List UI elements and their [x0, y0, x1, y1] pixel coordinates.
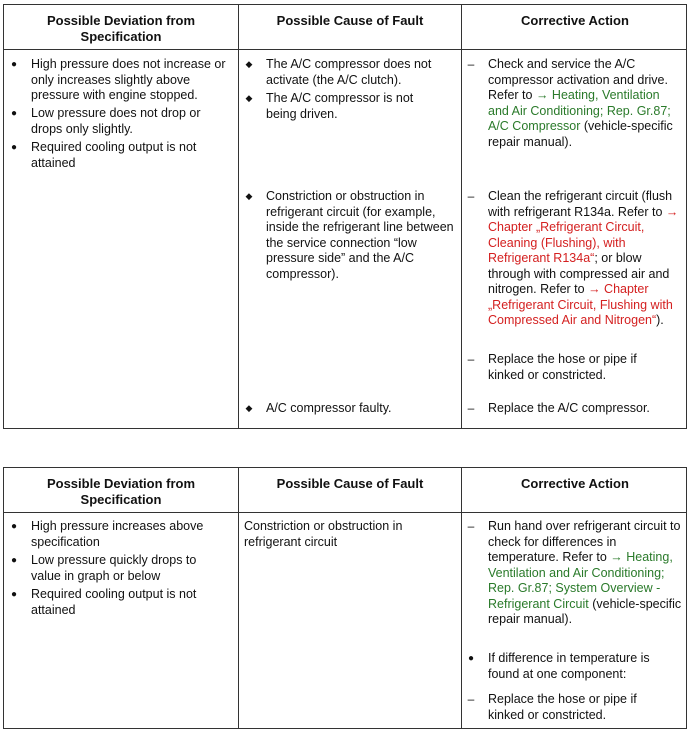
- bullet-diamond-icon: ◆: [245, 403, 253, 413]
- deviation-item: Low pressure does not drop or drops only slightly.: [31, 106, 201, 136]
- cause-item: The A/C compressor is not being driven.: [266, 91, 414, 121]
- action-item: If difference in temperature is found at one component:: [488, 651, 650, 681]
- action-text: (vehicle-specific repair manual).: [488, 596, 682, 626]
- header-action: Corrective Action: [521, 13, 629, 28]
- chapter-link[interactable]: → Chapter „Refrigerant Circuit, Cleaning (Flushing), with Refrigerant R134a“: [488, 204, 679, 265]
- bullet-dot-icon: ●: [10, 589, 18, 600]
- action-item: Replace the hose or pipe if kinked or constricted.: [488, 692, 637, 722]
- cause-item: The A/C compressor does not activate (the A/C clutch).: [266, 57, 432, 87]
- fault-table-1: [3, 4, 687, 429]
- bullet-dash-icon: –: [467, 189, 475, 203]
- deviation-item: Required cooling output is not attained: [31, 587, 197, 617]
- bullet-dash-icon: –: [467, 519, 475, 533]
- action-text: ).: [656, 313, 664, 327]
- bullet-dot-icon: ●: [10, 521, 18, 532]
- action-text: Check and service the A/C compressor activation and drive. Refer to: [488, 57, 668, 102]
- bullet-dash-icon: –: [467, 692, 475, 706]
- action-item: [488, 189, 686, 329]
- header-action: Corrective Action: [521, 476, 629, 491]
- header-cause: Possible Cause of Fault: [276, 476, 424, 491]
- table-header: [4, 468, 686, 513]
- fault-table-2: [3, 467, 687, 729]
- bullet-diamond-icon: ◆: [245, 59, 253, 69]
- repair-manual-link[interactable]: → Heating, Ventilation and Air Conditioning; Rep. Gr.87; System Overview - Refrigerant Circuit: [488, 550, 673, 611]
- bullet-dot-icon: ●: [467, 653, 475, 664]
- bullet-diamond-icon: ◆: [245, 93, 253, 103]
- column-divider: [238, 5, 239, 428]
- deviation-item: High pressure increases above specification: [31, 519, 204, 549]
- header-deviation: Possible Deviation from Specification: [46, 13, 196, 44]
- action-item: [488, 57, 683, 150]
- table-header: [4, 5, 686, 50]
- action-text: Run hand over refrigerant circuit to check for differences in temperature. Refer to: [488, 519, 681, 564]
- cause-item: A/C compressor faulty.: [266, 401, 392, 415]
- action-text: Clean the refrigerant circuit (flush with refrigerant R134a. Refer to: [488, 189, 673, 219]
- bullet-dot-icon: ●: [10, 59, 18, 70]
- deviation-item: Required cooling output is not attained: [31, 140, 197, 170]
- bullet-dash-icon: –: [467, 401, 475, 415]
- deviation-item: Low pressure quickly drops to value in graph or below: [31, 553, 197, 583]
- bullet-dot-icon: ●: [10, 555, 18, 566]
- bullet-dash-icon: –: [467, 352, 475, 366]
- cause-item: Constriction or obstruction in refrigerant circuit (for example, inside the refrigerant line between the service connection “low pressure side” and the A/C compressor).: [266, 189, 454, 281]
- action-text: ; or blow through with compressed air and nitrogen. Refer to: [488, 251, 670, 296]
- action-item: Replace the A/C compressor.: [488, 401, 650, 415]
- bullet-diamond-icon: ◆: [245, 191, 253, 201]
- action-item: Replace the hose or pipe if kinked or constricted.: [488, 352, 637, 382]
- repair-manual-link[interactable]: → Heating, Ventilation and Air Conditioning; Rep. Gr.87; A/C Compressor: [488, 88, 671, 133]
- column-divider: [461, 5, 462, 428]
- bullet-dot-icon: ●: [10, 108, 18, 119]
- bullet-dot-icon: ●: [10, 142, 18, 153]
- action-item: [488, 519, 683, 628]
- column-divider: [238, 468, 239, 728]
- column-divider: [461, 468, 462, 728]
- header-cause: Possible Cause of Fault: [276, 13, 424, 28]
- bullet-dash-icon: –: [467, 57, 475, 71]
- action-text: (vehicle-specific repair manual).: [488, 119, 673, 149]
- deviation-item: High pressure does not increase or only increases slightly above pressure with engine stopped.: [31, 57, 226, 102]
- chapter-link[interactable]: → Chapter „Refrigerant Circuit, Flushing with Compressed Air and Nitrogen“: [488, 282, 673, 327]
- cause-item: Constriction or obstruction in refrigerant circuit: [244, 519, 403, 549]
- header-deviation: Possible Deviation from Specification: [46, 476, 196, 507]
